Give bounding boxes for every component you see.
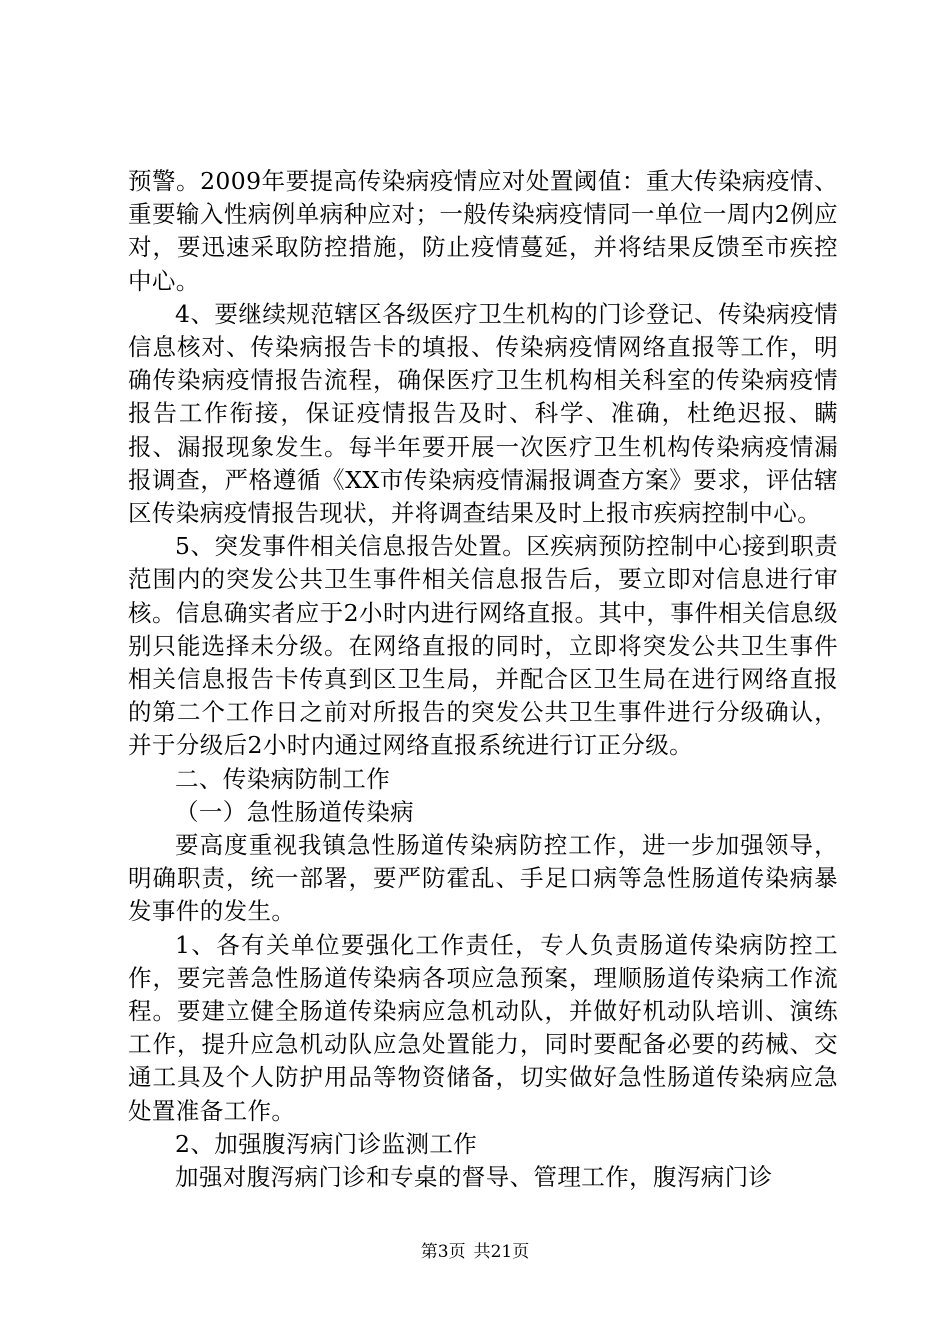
subsection-heading: （一）急性肠道传染病 (175, 797, 414, 826)
section-heading: 二、传染病防制工作 (175, 764, 391, 793)
paragraph-continuation: 预警。2009年要提高传染病疫情应对处置阈值：重大传染病疫情、重要输入性病例单病种应对；一般传染病疫情同一单位一周内2例应对，要迅速采取防控措施，防止疫情蔓延，并将结果反馈至市疾控中心。 (128, 167, 838, 295)
page-total: 共21页 (473, 1242, 530, 1262)
paragraph-item-4: 4、要继续规范辖区各级医疗卫生机构的门诊登记、传染病疫情信息核对、传染病报告卡的填报、传染病疫情网络直报等工作，明确传染病疫情报告流程，确保医疗卫生机构相关科室的传染病疫情报告工作衔接，保证疫情报告及时、科学、准确，杜绝迟报、瞒报、漏报现象发生。每半年要开展一次医疗卫生机构传染病疫情漏报调查，严格遵循《XX市传染病疫情漏报调查方案》要求，评估辖区传染病疫情报告现状，并将调查结果及时上报市疾病控制中心。 (128, 299, 838, 528)
page-footer (0, 1241, 950, 1263)
paragraph-trailing: 加强对腹泻病门诊和专桌的督导、管理工作，腹泻病门诊 (175, 1163, 773, 1192)
paragraph-item-1: 1、各有关单位要强化工作责任，专人负责肠道传染病防控工作，要完善急性肠道传染病各项应急预案，理顺肠道传染病工作流程。要建立健全肠道传染病应急机动队，并做好机动队培训、演练工作，提升应急机动队应急处置能力，同时要配备必要的药械、交通工具及个人防护用品等物资储备，切实做好急性肠道传染病应急处置准备工作。 (128, 930, 838, 1125)
paragraph-item-5: 5、突发事件相关信息报告处置。区疾病预防控制中心接到职责范围内的突发公共卫生事件相关信息报告后，要立即对信息进行审核。信息确实者应于2小时内进行网络直报。其中，事件相关信息级别只能选择未分级。在网络直报的同时，立即将突发公共卫生事件相关信息报告卡传真到区卫生局，并配合区卫生局在进行网络直报的第二个工作日之前对所报告的突发公共卫生事件进行分级确认，并于分级后2小时内通过网络直报系统进行订正分级。 (128, 532, 838, 760)
document-body (128, 165, 838, 1194)
page-number: 第3页 (420, 1242, 466, 1262)
paragraph-item-2-heading: 2、加强腹泻病门诊监测工作 (175, 1129, 478, 1158)
paragraph-intro: 要高度重视我镇急性肠道传染病防控工作，进一步加强领导，明确职责，统一部署，要严防霍乱、手足口病等急性肠道传染病暴发事件的发生。 (128, 831, 838, 926)
